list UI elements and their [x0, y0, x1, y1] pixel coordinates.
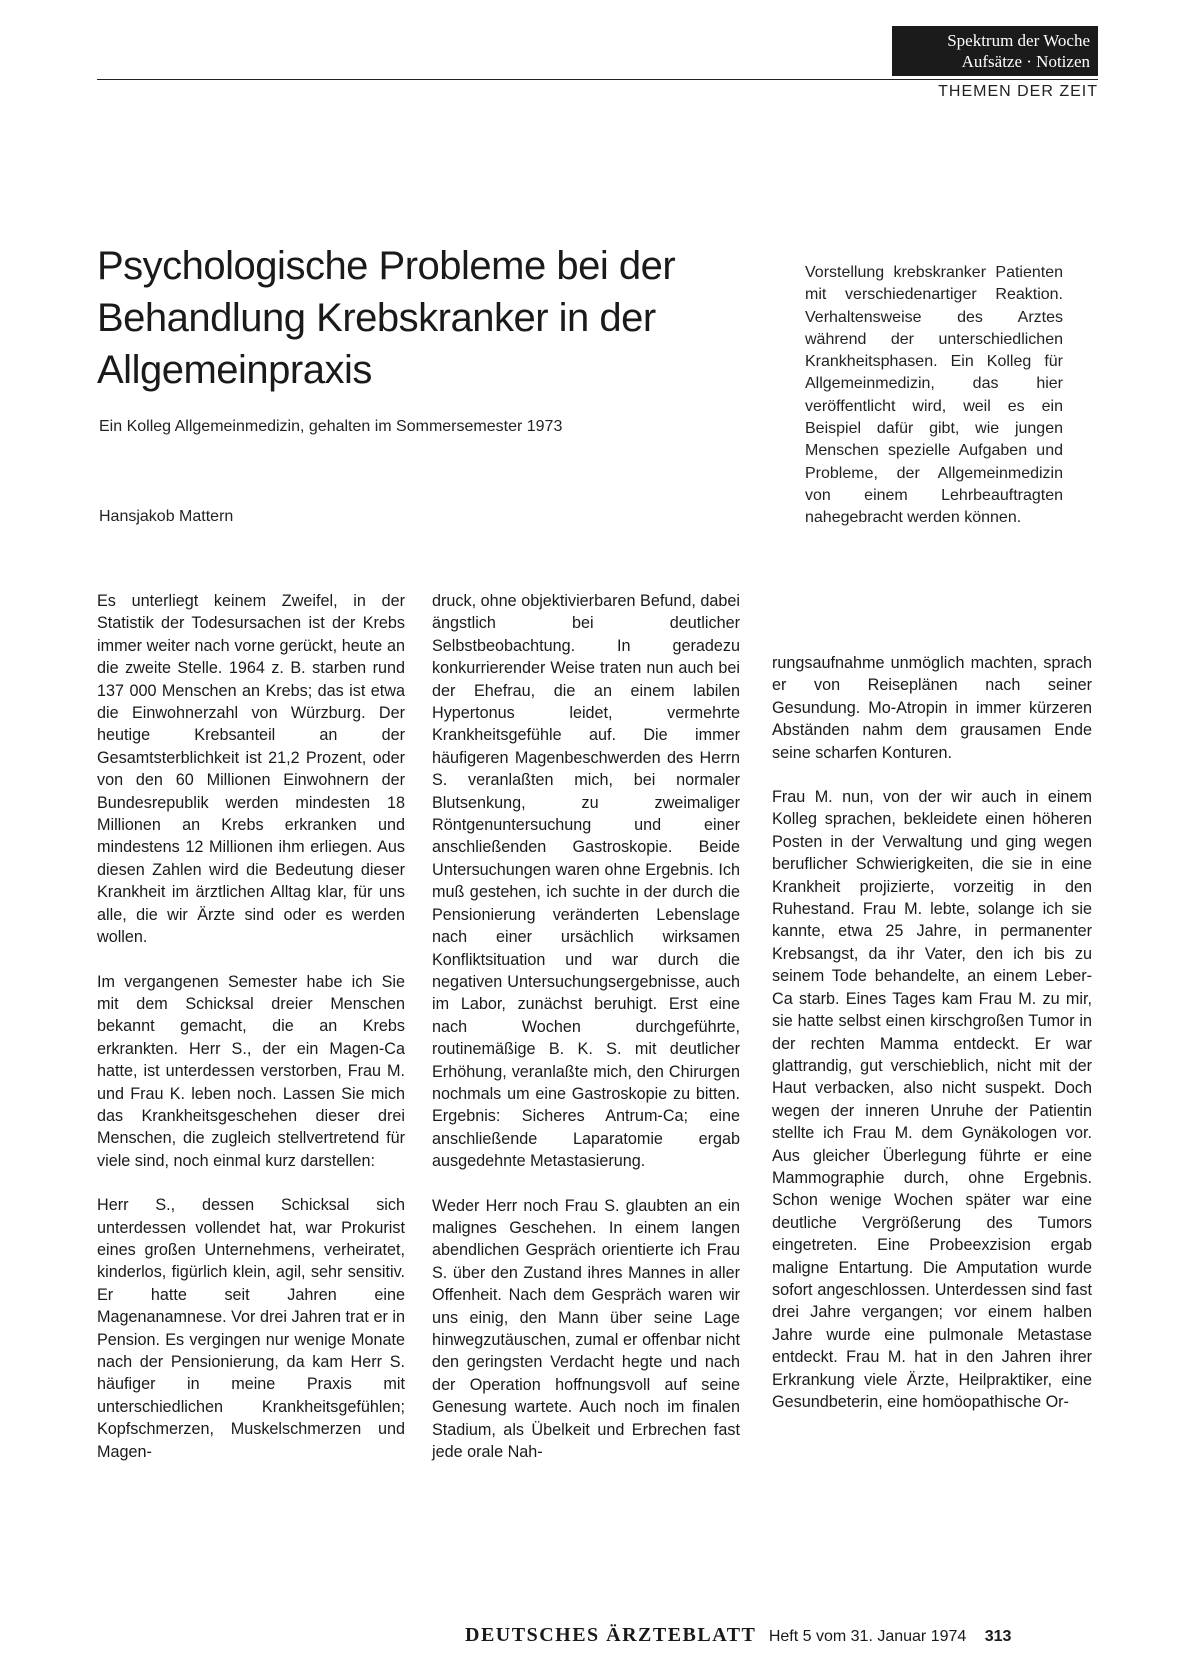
paragraph: Frau M. nun, von der wir auch in einem Kolleg sprachen, bekleidete einen höheren Posten in der Verwaltung und ging wegen beruflicher Schwierigkeiten, die sie in eine Krankheit projizierte, vorzeitig in den Ruhestand. Frau M. lebte, solange ich sie kannte, etwa 25 Jahre, in permanenter Krebsangst, da ihr Vater, den ich bis zu seinem Tode behandelte, an einem Leber-Ca starb. Eines Tages kam Frau M. zu mir, sie hatte selbst einen kirschgroßen Tumor in der rechten Mamma entdeckt. Er war glattrandig, gut verschieblich, nicht mit der Haut verbacken, also nicht suspekt. Doch wegen der inneren Unruhe der Patientin stellte ich Frau M. dem Gynäkologen vor. Aus gleicher Überlegung führte er eine Mammographie durch, ohne Ergebnis. Schon wenige Wochen später war eine deutliche Vergrößerung des Tumors eingetreten. Eine Probeexzision ergab maligne Entartung. Die Amputation wurde sofort angeschlossen. Unterdessen sind fast drei Jahre vergangen; vor einem halben Jahre wurde eine pulmonale Metastase entdeckt. Frau M. hat in den Jahren ihrer Erkrankung viele Ärzte, Heilpraktiker, eine Gesundbeterin, eine homöopathische Or-	[772, 788, 1092, 1411]
article-title: Psychologische Probleme bei der Behandlung Krebskranker in der Allgemeinpraxis	[97, 244, 676, 392]
body-column-2	[432, 590, 740, 1485]
section-badge	[892, 26, 1098, 76]
page-number: 313	[984, 1628, 1012, 1645]
journal-name: DEUTSCHES ÄRZTEBLATT	[465, 1624, 757, 1646]
article-intro: Vorstellung krebskranker Patienten mit verschiedenartiger Reaktion. Verhaltensweise des Arztes während der unterschiedlichen Krankheitsphasen. Ein Kolleg für Allgemeinmedizin, das hier veröffentlicht wird, weil es ein Beispiel dafür gibt, wie jungen Menschen spezielle Aufgaben und Probleme, der Allgemeinmedizin von einem Lehrbeauftragten nahegebracht werden können.	[805, 264, 1063, 527]
paragraph: druck, ohne objektivierbaren Befund, dabei ängstlich bei deutlicher Selbstbeobachtung. In geradezu konkurrierender Weise traten nun auch bei der Ehefrau, die an einem labilen Hypertonus leidet, vermehrte Krankheitsgefühle auf. Die immer häufigeren Magenbeschwerden des Herrn S. veranlaßten mich, bei normaler Blutsenkung, zu zweimaliger Röntgenuntersuchung und einer anschließenden Gastroskopie. Beide Untersuchungen waren ohne Ergebnis. Ich muß gestehen, ich suchte in der durch die Pensionierung veränderten Lebenslage nach einer ursächlich wirksamen Konfliktsituation und war durch die negativen Untersuchungsergebnisse, auch im Labor, zunächst beruhigt. Erst eine nach Wochen durchgeführte, routinemäßige B. K. S. mit deutlicher Erhöhung, veranlaßte mich, den Chirurgen nochmals um eine Gastroskopie zu bitten. Ergebnis: Sicheres Antrum-Ca; eine anschließende Laparatomie ergab ausgedehnte Metastasierung.	[432, 592, 740, 1171]
badge-line-2: Aufsätze · Notizen	[961, 52, 1090, 71]
body-column-3	[772, 652, 1092, 1435]
paragraph: Herr S., dessen Schicksal sich unterdessen vollendet hat, war Prokurist eines großen Unternehmens, verheiratet, kinderlos, figürlich klein, agil, sehr sensitiv. Er hatte seit Jahren eine Magenanamnese. Vor drei Jahren trat er in Pension. Es vergingen nur wenige Monate nach der Pensionierung, da kam Herr S. häufiger in meine Praxis mit unterschiedlichen Krankheitsgefühlen; Kopfschmerzen, Muskelschmerzen und Magen-	[97, 1196, 405, 1461]
paragraph: Im vergangenen Semester habe ich Sie mit dem Schicksal dreier Menschen bekannt gemacht, die an Krebs erkrankten. Herr S., der ein Magen-Ca hatte, ist unterdessen verstorben, Frau M. und Frau K. leben noch. Lassen Sie mich das Krankheitsgeschehen dieser drei Menschen, die zugleich stellvertretend für viele sind, noch einmal kurz darstellen:	[97, 972, 405, 1170]
badge-line-1: Spektrum der Woche	[947, 31, 1090, 50]
paragraph: Weder Herr noch Frau S. glaubten an ein malignes Geschehen. In einem langen abendlichen Gespräch orientierte ich Frau S. über den Zustand ihres Mannes in aller Offenheit. Nach dem Gespräch waren wir uns einig, den Mann über seine Lage hinwegzutäuschen, zumal er offenbar nicht den geringsten Verdacht hegte und nach der Operation hoffnungsvoll auf seine Genesung wartete. Auch noch im finalen Stadium, als Übelkeit und Erbrechen fast jede orale Nah-	[432, 1196, 740, 1462]
paragraph: Es unterliegt keinem Zweifel, in der Statistik der Todesursachen ist der Krebs immer weiter nach vorne gerückt, heute an die zweite Stelle. 1964 z. B. starben rund 137 000 Menschen an Krebs; das ist etwa die Einwohnerzahl von Würzburg. Der heutige Krebsanteil an der Gesamtsterblichkeit ist 21,2 Prozent, oder von den 60 Millionen Einwohnern der Bundesrepublik werden mindesten 18 Millionen an Krebs erkranken und mindestens 12 Millionen ihm erliegen. Aus diesen Zahlen wird die Bedeutung dieser Krankheit im ärztlichen Alltag klar, für uns alle, die wir Ärzte sind oder es werden wollen.	[97, 592, 405, 947]
article-author: Hansjakob Mattern	[99, 508, 234, 525]
page-footer	[465, 1624, 1011, 1647]
section-label: THEMEN DER ZEIT	[938, 83, 1098, 100]
header-rule	[97, 79, 1098, 80]
paragraph: rungsaufnahme unmöglich machten, sprach er von Reiseplänen nach seiner Gesundung. Mo-Atropin in immer kürzeren Abständen nahm dem grausamen Ende seine scharfen Konturen.	[772, 654, 1092, 762]
issue-info: Heft 5 vom 31. Januar 1974	[768, 1628, 967, 1645]
body-column-1	[97, 590, 405, 1485]
article-subtitle: Ein Kolleg Allgemeinmedizin, gehalten im Sommersemester 1973	[99, 418, 563, 435]
